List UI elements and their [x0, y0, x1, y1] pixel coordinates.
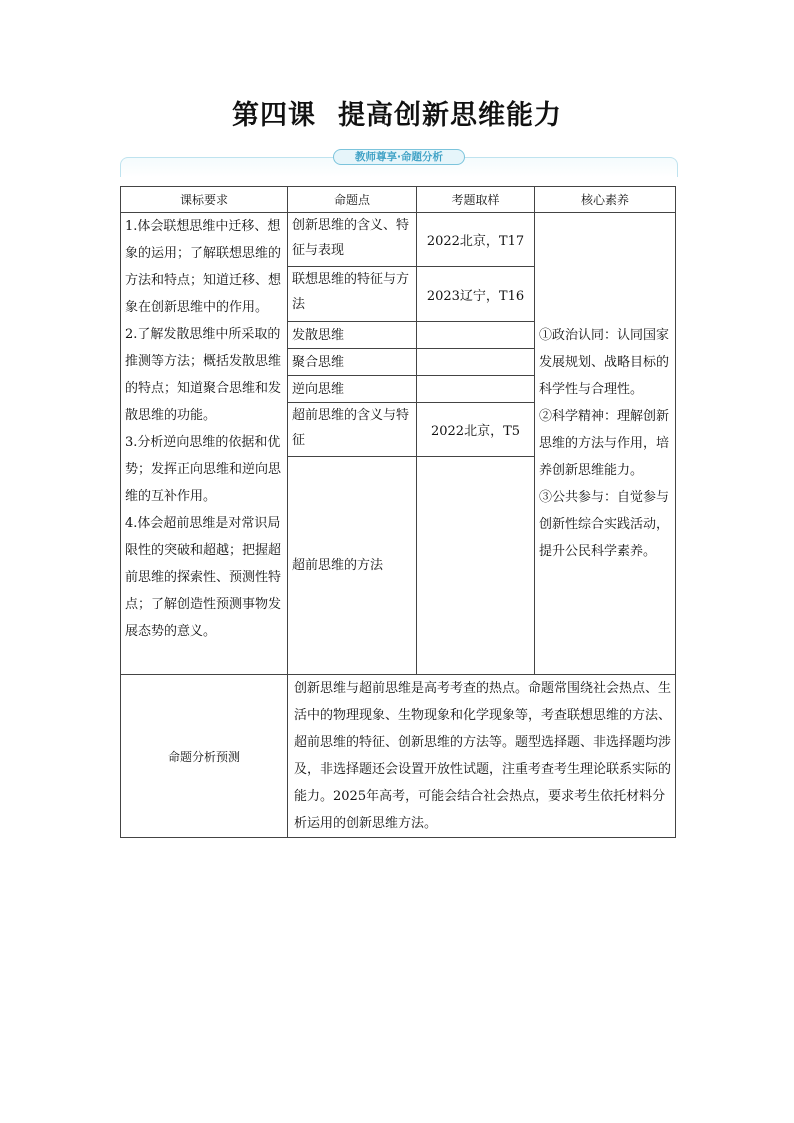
requirement-item: 3.分析逆向思维的依据和优势；发挥正向思维和逆向思维的互补作用。	[125, 435, 282, 504]
point-cell: 超前思维的方法	[288, 457, 417, 675]
sample-cell	[417, 349, 535, 376]
point-cell: 聚合思维	[288, 349, 417, 376]
sample-cell	[417, 376, 535, 403]
header-core: 核心素养	[535, 187, 676, 213]
analysis-table	[120, 186, 676, 838]
section-banner-label: 教师尊享·命题分析	[333, 149, 465, 165]
sample-cell: 2022北京，T5	[417, 403, 535, 457]
requirement-item: 1.体会联想思维中迁移、想象的运用；了解联想思维的方法和特点；知道迁移、想象在创新思维中的作用。	[125, 219, 282, 315]
core-item: ②科学精神：理解创新思维的方法与作用，培养创新思维能力。	[539, 409, 670, 478]
sample-cell: 2022北京，T17	[417, 213, 535, 267]
point-cell: 发散思维	[288, 322, 417, 349]
title-topic: 提高创新思维能力	[338, 100, 562, 131]
header-points: 命题点	[288, 187, 417, 213]
point-cell: 创新思维的含义、特征与表现	[288, 213, 417, 267]
page-title	[0, 93, 794, 132]
analysis-label: 命题分析预测	[121, 675, 288, 838]
analysis-text: 创新思维与超前思维是高考考查的热点。命题常围绕社会热点、生活中的物理现象、生物现象和化学现象等，考查联想思维的方法、超前思维的特征、创新思维的方法等。题型选择题、非选择题均涉及，非选择题还会设置开放性试题，注重考查考生理论联系实际的能力。2025年高考，可能会结合社会热点，要求考生依托材料分析运用的创新思维方法。	[288, 675, 676, 838]
header-row	[121, 187, 676, 213]
header-requirements: 课标要求	[121, 187, 288, 213]
title-lesson: 第四课	[232, 100, 316, 131]
sample-cell	[417, 322, 535, 349]
core-item: ③公共参与：自觉参与创新性综合实践活动，提升公民科学素养。	[539, 490, 670, 559]
core-cell	[535, 213, 676, 675]
core-item: ①政治认同：认同国家发展规划、战略目标的科学性与合理性。	[539, 328, 670, 397]
point-cell: 联想思维的特征与方法	[288, 267, 417, 322]
header-samples: 考题取样	[417, 187, 535, 213]
point-cell: 逆向思维	[288, 376, 417, 403]
sample-cell	[417, 457, 535, 675]
table-row	[121, 213, 676, 267]
requirements-cell	[121, 213, 288, 675]
requirement-item: 2.了解发散思维中所采取的推测等方法；概括发散思维的特点；知道聚合思维和发散思维的功能。	[125, 327, 282, 423]
point-cell: 超前思维的含义与特征	[288, 403, 417, 457]
analysis-row	[121, 675, 676, 838]
sample-cell: 2023辽宁，T16	[417, 267, 535, 322]
requirement-item: 4.体会超前思维是对常识局限性的突破和超越；把握超前思维的探索性、预测性特点；了解创造性预测事物发展态势的意义。	[125, 516, 282, 639]
